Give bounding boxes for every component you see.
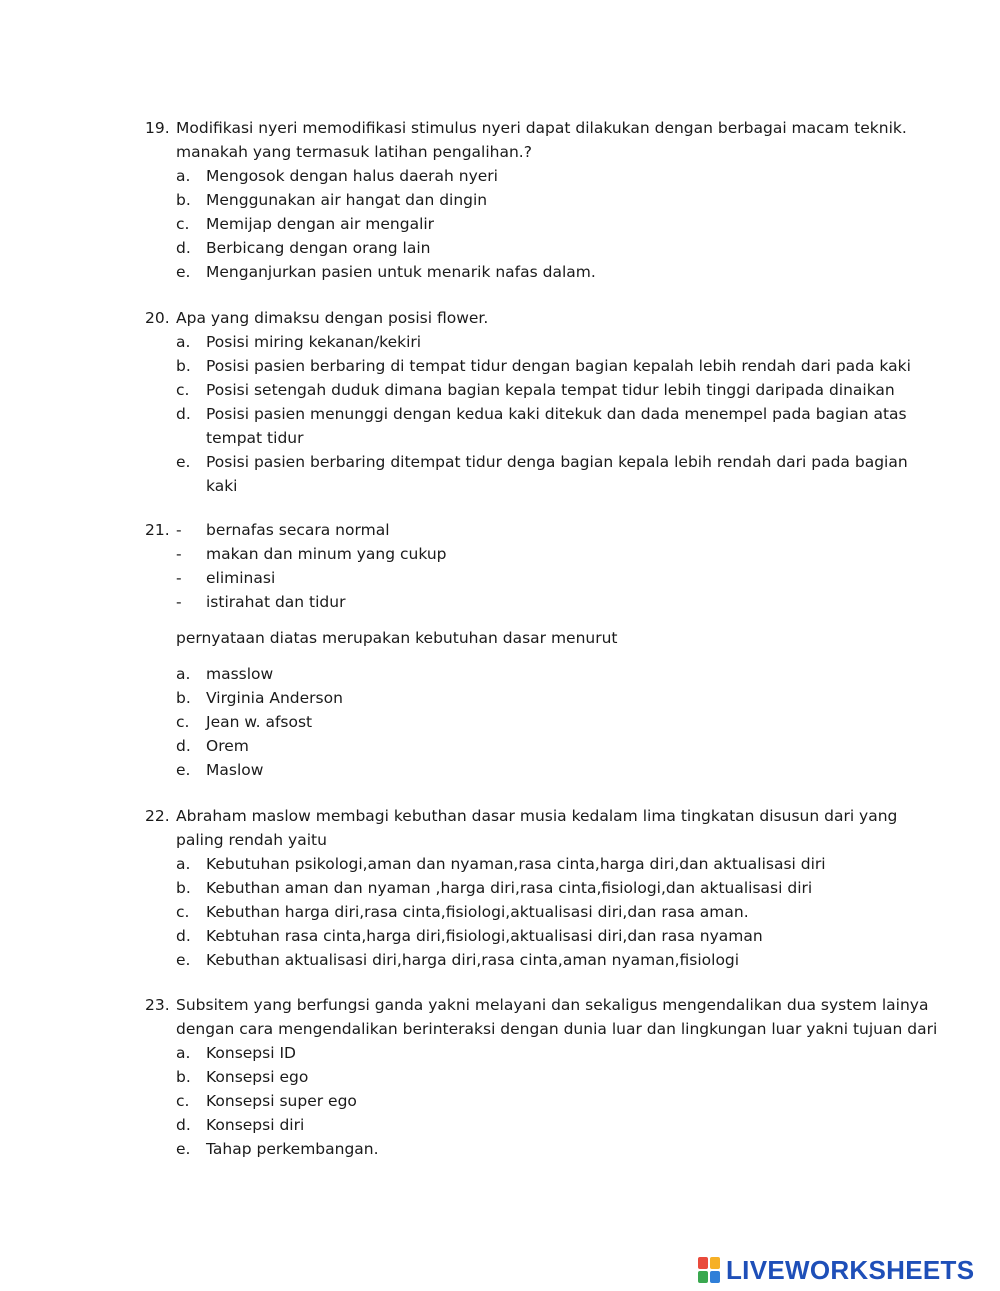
bullet-dash: - bbox=[176, 569, 182, 587]
option-text: Posisi pasien menunggi dengan kedua kaki ditekuk dan dada menempel pada bagian atas bbox=[206, 405, 907, 423]
question-text: Modifikasi nyeri memodifikasi stimulus nyeri dapat dilakukan dengan berbagai macam teknik. bbox=[176, 119, 907, 137]
question-line bbox=[145, 804, 898, 828]
logo-text: LIVEWORKSHEETS bbox=[726, 1254, 975, 1285]
option-label: a. bbox=[176, 1044, 191, 1062]
option-label: c. bbox=[176, 903, 190, 921]
answer-option[interactable] bbox=[145, 260, 885, 284]
option-text: Orem bbox=[206, 737, 249, 755]
option-label: d. bbox=[176, 737, 191, 755]
logo-square bbox=[710, 1271, 720, 1283]
bullet-text: istirahat dan tidur bbox=[206, 593, 346, 611]
bullet-text: makan dan minum yang cukup bbox=[206, 545, 447, 563]
option-text: Virginia Anderson bbox=[206, 689, 343, 707]
option-label: e. bbox=[176, 1140, 191, 1158]
question-line bbox=[145, 116, 907, 140]
question-23 bbox=[145, 993, 938, 1161]
question-number: 20. bbox=[145, 309, 170, 327]
bullet-text: bernafas secara normal bbox=[206, 521, 390, 539]
option-text: Konsepsi super ego bbox=[206, 1092, 357, 1110]
question-line bbox=[145, 140, 885, 164]
option-text: Konsepsi diri bbox=[206, 1116, 305, 1134]
option-label: e. bbox=[176, 761, 191, 779]
option-text: masslow bbox=[206, 665, 274, 683]
option-label: c. bbox=[176, 1092, 190, 1110]
option-text: Menganjurkan pasien untuk menarik nafas dalam. bbox=[206, 263, 596, 281]
question-22 bbox=[145, 804, 898, 972]
option-text: Posisi pasien berbaring ditempat tidur denga bagian kepala lebih rendah dari pada bagian bbox=[206, 453, 908, 471]
option-label: c. bbox=[176, 381, 190, 399]
option-text: Maslow bbox=[206, 761, 264, 779]
question-line bbox=[145, 828, 885, 852]
answer-option[interactable] bbox=[145, 900, 885, 924]
answer-option[interactable] bbox=[145, 354, 911, 378]
option-label: d. bbox=[176, 405, 191, 423]
answer-option[interactable] bbox=[145, 188, 885, 212]
bullet-line bbox=[145, 590, 885, 614]
answer-option[interactable] bbox=[145, 852, 885, 876]
option-label: e. bbox=[176, 263, 191, 281]
question-line bbox=[145, 306, 885, 330]
option-label: e. bbox=[176, 453, 191, 471]
option-text: Kebtuhan rasa cinta,harga diri,fisiologi,aktualisasi diri,dan rasa nyaman bbox=[206, 927, 763, 945]
answer-option[interactable] bbox=[145, 402, 907, 426]
answer-option[interactable] bbox=[145, 948, 885, 972]
option-label: d. bbox=[176, 927, 191, 945]
option-label: c. bbox=[176, 215, 190, 233]
option-label: a. bbox=[176, 855, 191, 873]
answer-option[interactable] bbox=[145, 734, 885, 758]
bullet-line bbox=[145, 542, 885, 566]
option-text: Berbicang dengan orang lain bbox=[206, 239, 431, 257]
option-label: c. bbox=[176, 713, 190, 731]
answer-option[interactable] bbox=[145, 662, 885, 686]
option-label: b. bbox=[176, 1068, 191, 1086]
option-text: Posisi miring kekanan/kekiri bbox=[206, 333, 422, 351]
answer-option[interactable] bbox=[145, 710, 885, 734]
bullet-line bbox=[145, 566, 885, 590]
option-label: a. bbox=[176, 167, 191, 185]
question-text: Apa yang dimaksu dengan posisi flower. bbox=[176, 309, 489, 327]
option-label: b. bbox=[176, 191, 191, 209]
question-text: Subsitem yang berfungsi ganda yakni melayani dan sekaligus mengendalikan dua system lainya bbox=[176, 996, 929, 1014]
option-text: Kebuthan aktualisasi diri,harga diri,rasa cinta,aman nyaman,fisiologi bbox=[206, 951, 740, 969]
answer-option[interactable] bbox=[145, 876, 885, 900]
option-label: b. bbox=[176, 357, 191, 375]
statement-text: pernyataan diatas merupakan kebutuhan dasar menurut bbox=[176, 629, 618, 647]
liveworksheets-logo[interactable] bbox=[698, 1255, 974, 1285]
option-text: Konsepsi ID bbox=[206, 1044, 296, 1062]
question-line bbox=[145, 1017, 938, 1041]
bullet-dash: - bbox=[176, 545, 182, 563]
option-label: d. bbox=[176, 1116, 191, 1134]
answer-option[interactable] bbox=[145, 330, 885, 354]
option-label: d. bbox=[176, 239, 191, 257]
option-text: Jean w. afsost bbox=[206, 713, 313, 731]
option-label: b. bbox=[176, 689, 191, 707]
option-continuation bbox=[145, 474, 885, 498]
option-continuation bbox=[145, 426, 885, 450]
answer-option[interactable] bbox=[145, 450, 908, 474]
question-number: 23. bbox=[145, 996, 170, 1014]
bullet-dash: - bbox=[176, 521, 182, 539]
answer-option[interactable] bbox=[145, 1137, 885, 1161]
answer-option[interactable] bbox=[145, 1113, 885, 1137]
option-label: b. bbox=[176, 879, 191, 897]
question-20 bbox=[145, 306, 911, 498]
bullet-text: eliminasi bbox=[206, 569, 276, 587]
question-number: 19. bbox=[145, 119, 170, 137]
question-number: 22. bbox=[145, 807, 170, 825]
answer-option[interactable] bbox=[145, 1041, 885, 1065]
option-text: Posisi pasien berbaring di tempat tidur dengan bagian kepalah lebih rendah dari pada kaki bbox=[206, 357, 911, 375]
logo-square bbox=[698, 1271, 708, 1283]
question-number: 21. bbox=[145, 521, 170, 539]
question-line bbox=[145, 993, 929, 1017]
answer-option[interactable] bbox=[145, 378, 895, 402]
question-statement bbox=[145, 626, 885, 650]
answer-option[interactable] bbox=[145, 686, 885, 710]
option-text: Memijap dengan air mengalir bbox=[206, 215, 435, 233]
answer-option[interactable] bbox=[145, 164, 885, 188]
answer-option[interactable] bbox=[145, 758, 885, 782]
option-text: Kebuthan aman dan nyaman ,harga diri,rasa cinta,fisiologi,dan aktualisasi diri bbox=[206, 879, 813, 897]
answer-option[interactable] bbox=[145, 236, 885, 260]
answer-option[interactable] bbox=[145, 924, 885, 948]
question-text: manakah yang termasuk latihan pengalihan.? bbox=[176, 143, 532, 161]
question-text: dengan cara mengendalikan berinteraksi dengan dunia luar dan lingkungan luar yakni tujuan dari bbox=[176, 1020, 938, 1038]
option-label: a. bbox=[176, 333, 191, 351]
option-text: Kebutuhan psikologi,aman dan nyaman,rasa cinta,harga diri,dan aktualisasi diri bbox=[206, 855, 826, 873]
option-text: Menggunakan air hangat dan dingin bbox=[206, 191, 488, 209]
option-text: Konsepsi ego bbox=[206, 1068, 309, 1086]
question-19 bbox=[145, 116, 907, 284]
question-text: paling rendah yaitu bbox=[176, 831, 327, 849]
logo-mark-icon bbox=[698, 1257, 720, 1283]
bullet-dash: - bbox=[176, 593, 182, 611]
option-label: a. bbox=[176, 665, 191, 683]
option-text: tempat tidur bbox=[206, 429, 304, 447]
answer-option[interactable] bbox=[145, 1089, 885, 1113]
option-text: Posisi setengah duduk dimana bagian kepala tempat tidur lebih tinggi daripada dinaikan bbox=[206, 381, 895, 399]
logo-square bbox=[710, 1257, 720, 1269]
option-text: Kebuthan harga diri,rasa cinta,fisiologi,aktualisasi diri,dan rasa aman. bbox=[206, 903, 749, 921]
question-text: Abraham maslow membagi kebuthan dasar musia kedalam lima tingkatan disusun dari yang bbox=[176, 807, 898, 825]
option-label: e. bbox=[176, 951, 191, 969]
option-text: kaki bbox=[206, 477, 238, 495]
bullet-line bbox=[145, 518, 885, 542]
answer-option[interactable] bbox=[145, 212, 885, 236]
logo-square bbox=[698, 1257, 708, 1269]
answer-option[interactable] bbox=[145, 1065, 885, 1089]
option-text: Mengosok dengan halus daerah nyeri bbox=[206, 167, 498, 185]
option-text: Tahap perkembangan. bbox=[206, 1140, 379, 1158]
question-21 bbox=[145, 518, 885, 782]
